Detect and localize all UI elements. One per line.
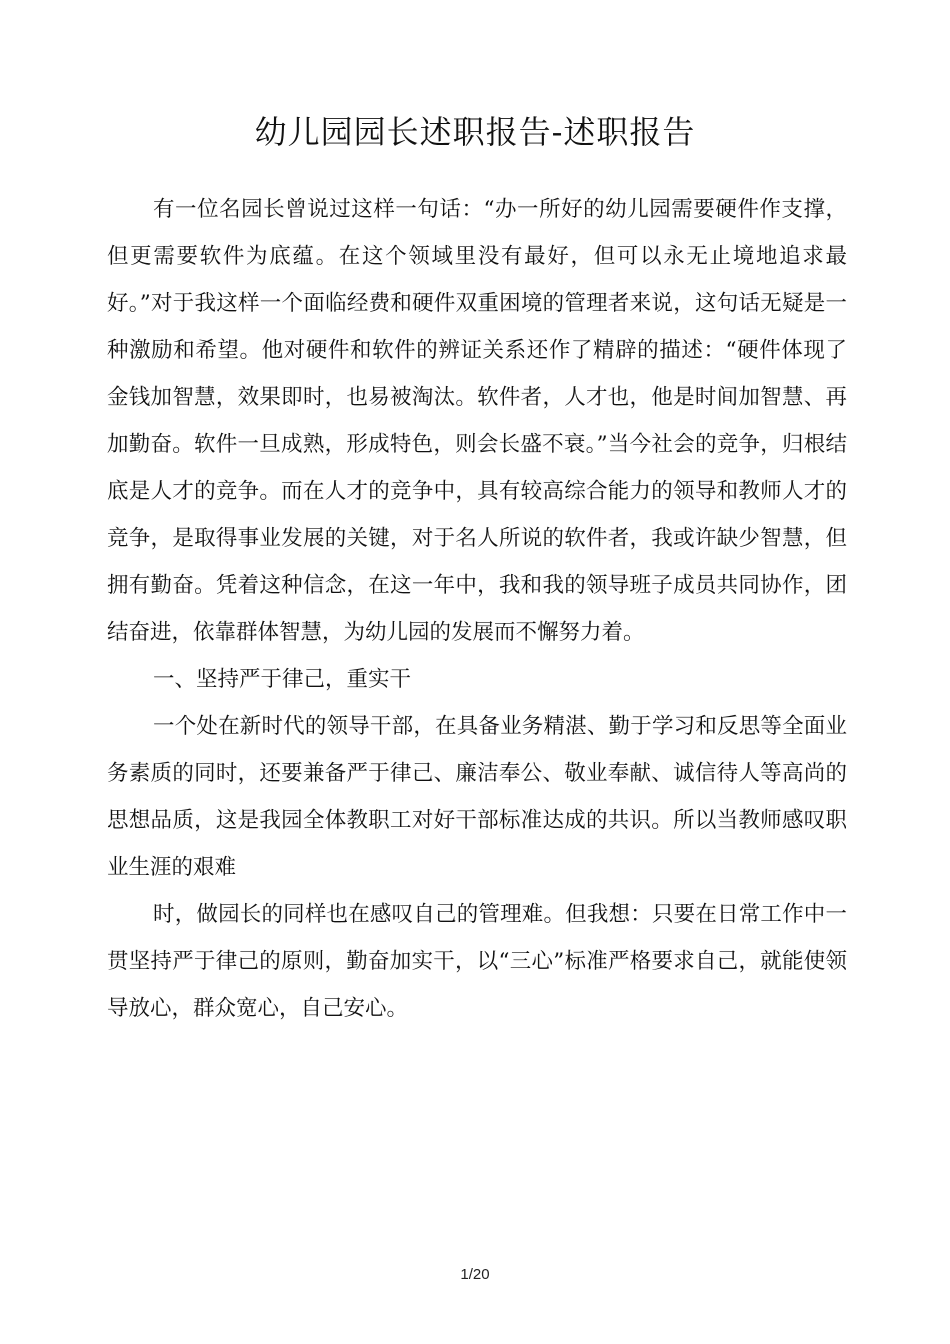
paragraph-intro: 有一位名园长曾说过这样一句话：“办一所好的幼儿园需要硬件作支撑，但更需要软件为底蕴。在这个领域里没有最好，但可以永无止境地追求最好。”对于我这样一个面临经费和硬件双重困境的管理者来说，这句话无疑是一种激励和希望。他对硬件和软件的辨证关系还作了精辟的描述：“硬件体现了金钱加智慧，效果即时，也易被淘汰。软件者，人才也，他是时间加智慧、再加勤奋。软件一旦成熟，形成特色，则会长盛不衰。”当今社会的竞争，归根结底是人才的竞争。而在人才的竞争中，具有较高综合能力的领导和教师人才的竞争，是取得事业发展的关键，对于名人所说的软件者，我或许缺少智慧，但拥有勤奋。凭着这种信念，在这一年中，我和我的领导班子成员共同协作，团结奋进，依靠群体智慧，为幼儿园的发展而不懈努力着。 [107, 197, 847, 645]
document-body [107, 186, 847, 1032]
paragraph-section-1-continued: 时，做园长的同样也在感叹自己的管理难。但我想：只要在日常工作中一贯坚持严于律己的原则，勤奋加实干，以“三心”标准严格要求自己，就能使领导放心，群众宽心，自己安心。 [107, 902, 847, 1021]
section-heading: 一、坚持严于律己，重实干 [153, 667, 412, 692]
paragraph-section-1: 一个处在新时代的领导干部，在具备业务精湛、勤于学习和反思等全面业务素质的同时，还要兼备严于律己、廉洁奉公、敬业奉献、诚信待人等高尚的思想品质，这是我园全体教职工对好干部标准达成的共识。所以当教师感叹职业生涯的艰难 [107, 714, 847, 880]
document-title: 幼儿园园长述职报告-述职报告 [254, 113, 696, 151]
page-number: 1/20 [460, 1266, 490, 1283]
